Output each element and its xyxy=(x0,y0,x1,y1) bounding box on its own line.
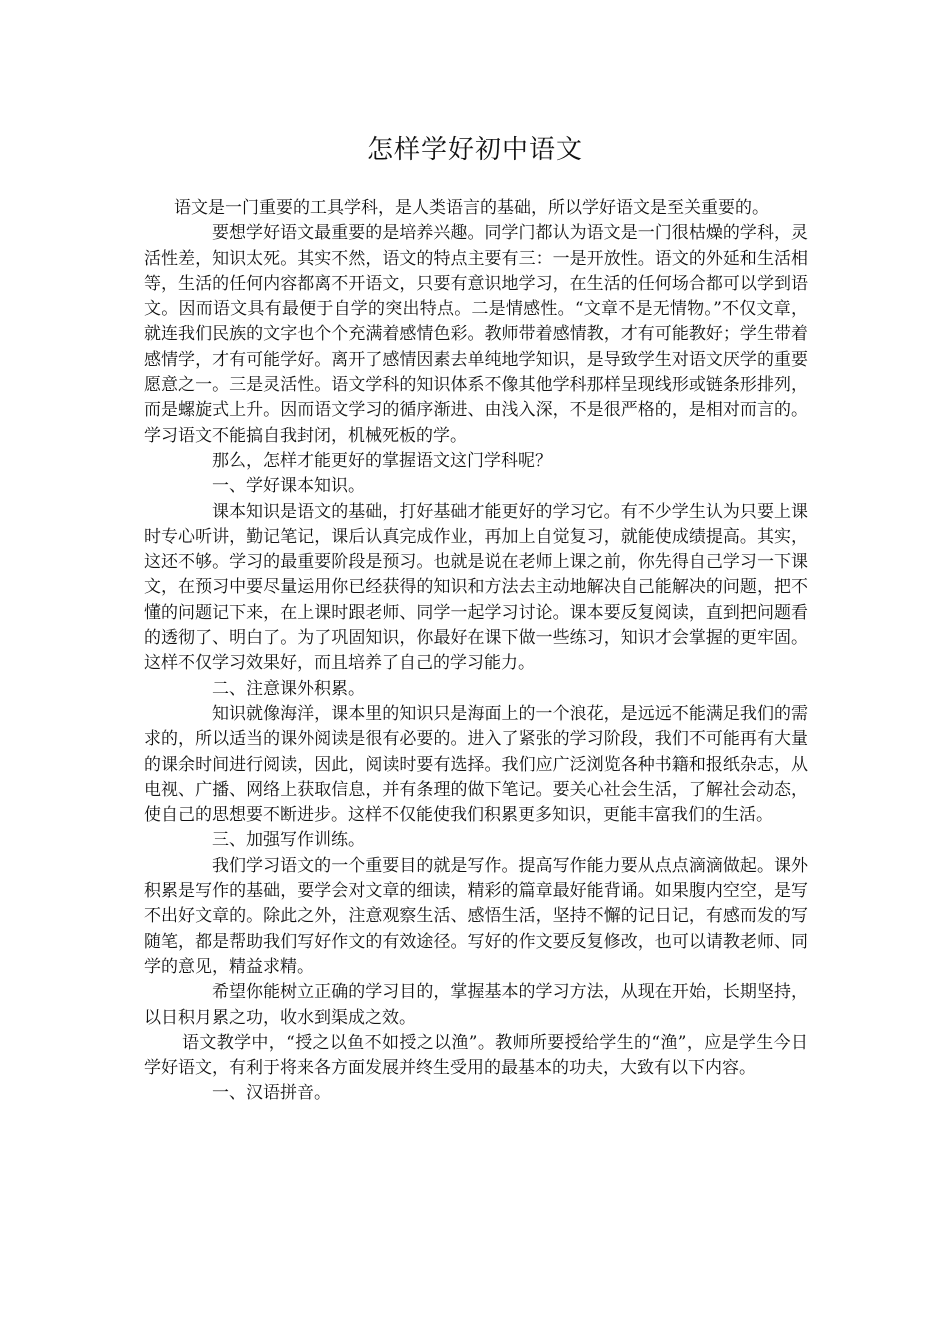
paragraph-question: 那么，怎样才能更好的掌握语文这门学科呢？ xyxy=(212,450,552,471)
section-heading-pinyin: 一、汉语拼音。 xyxy=(212,1083,331,1104)
paragraph-interest: 要想学好语文最重要的是培养兴趣。同学门都认为语文是一门很枯燥的学科，灵活性差，知识太死。其实不然，语文的特点主要有三：一是开放性。语文的外延和生活相等，生活的任何内容都离不开语文，只要有意识地学习，在生活的任何场合都可以学到语文。因而语文具有最便于自学的突出特点。二是情感性。“文章不是无情物。”不仅文章，就连我们民族的文字也个个充满着感情色彩。教师带着感情教，才有可能教好；学生带着感情学，才有可能学好。离开了感情因素去单纯地学知识，是导致学生对语文厌学的重要愿意之一。三是灵活性。语文学科的知识体系不像其他学科那样呈现线形或链条形排列，而是螺旋式上升。因而语文学习的循序渐进、由浅入深，不是很严格的，是相对而言的。学习语文不能搞自我封闭，机械死板的学。 xyxy=(144,223,808,446)
paragraph-writing: 我们学习语文的一个重要目的就是写作。提高写作能力要从点点滴滴做起。课外积累是写作的基础，要学会对文章的细读，精彩的篇章最好能背诵。如果腹内空空，是写不出好文章的。除此之外，注意观察生活、感悟生活，坚持不懈的记日记，有感而发的写随笔，都是帮助我们写好作文的有效途径。写好的作文要反复修改，也可以请教老师、同学的意见，精益求精。 xyxy=(144,855,808,977)
document-title: 怎样学好初中语文 xyxy=(366,135,583,165)
section-heading-extracurricular: 二、注意课外积累。 xyxy=(212,678,365,699)
paragraph-conclusion: 希望你能树立正确的学习目的，掌握基本的学习方法，从现在开始，长期坚持，以日积月累之功，收水到渠成之效。 xyxy=(144,982,808,1028)
paragraph-textbook: 课本知识是语文的基础，打好基础才能更好的学习它。有不少学生认为只要上课时专心听讲，勤记笔记，课后认真完成作业，再加上自觉复习，就能使成绩提高。其实，这还不够。学习的最重要阶段是预习。也就是说在老师上课之前，你先得自己学习一下课文，在预习中要尽量运用你已经获得的知识和方法去主动地解决自己能解决的问题，把不懂的问题记下来，在上课时跟老师、同学一起学习讨论。课本要反复阅读，直到把问题看的透彻了、明白了。为了巩固知识，你最好在课下做一些练习，知识才会掌握的更牢固。这样不仅学习效果好，而且培养了自己的学习能力。 xyxy=(144,501,808,674)
paragraph-extracurricular: 知识就像海洋，课本里的知识只是海面上的一个浪花，是远远不能满足我们的需求的，所以适当的课外阅读是很有必要的。进入了紧张的学习阶段，我们不可能再有大量的课余时间进行阅读，因此，阅读时要有选择。我们应广泛浏览各种书籍和报纸杂志，从电视、广播、网络上获取信息，并有条理的做下笔记。要关心社会生活，了解社会动态，使自己的思想要不断进步。这样不仅能使我们积累更多知识，更能丰富我们的生活。 xyxy=(144,703,808,826)
section-heading-textbook: 一、学好课本知识。 xyxy=(212,476,365,497)
section-heading-writing: 三、加强写作训练。 xyxy=(212,830,365,851)
document-body xyxy=(144,196,808,1107)
paragraph-teaching: 语文教学中，“授之以鱼不如授之以渔”。教师所要授给学生的“渔”，应是学生今日学好语文，有利于将来各方面发展并终生受用的最基本的功夫，大致有以下内容。 xyxy=(144,1032,808,1079)
paragraph-intro: 语文是一门重要的工具学科，是人类语言的基础，所以学好语文是至关重要的。 xyxy=(174,198,769,218)
